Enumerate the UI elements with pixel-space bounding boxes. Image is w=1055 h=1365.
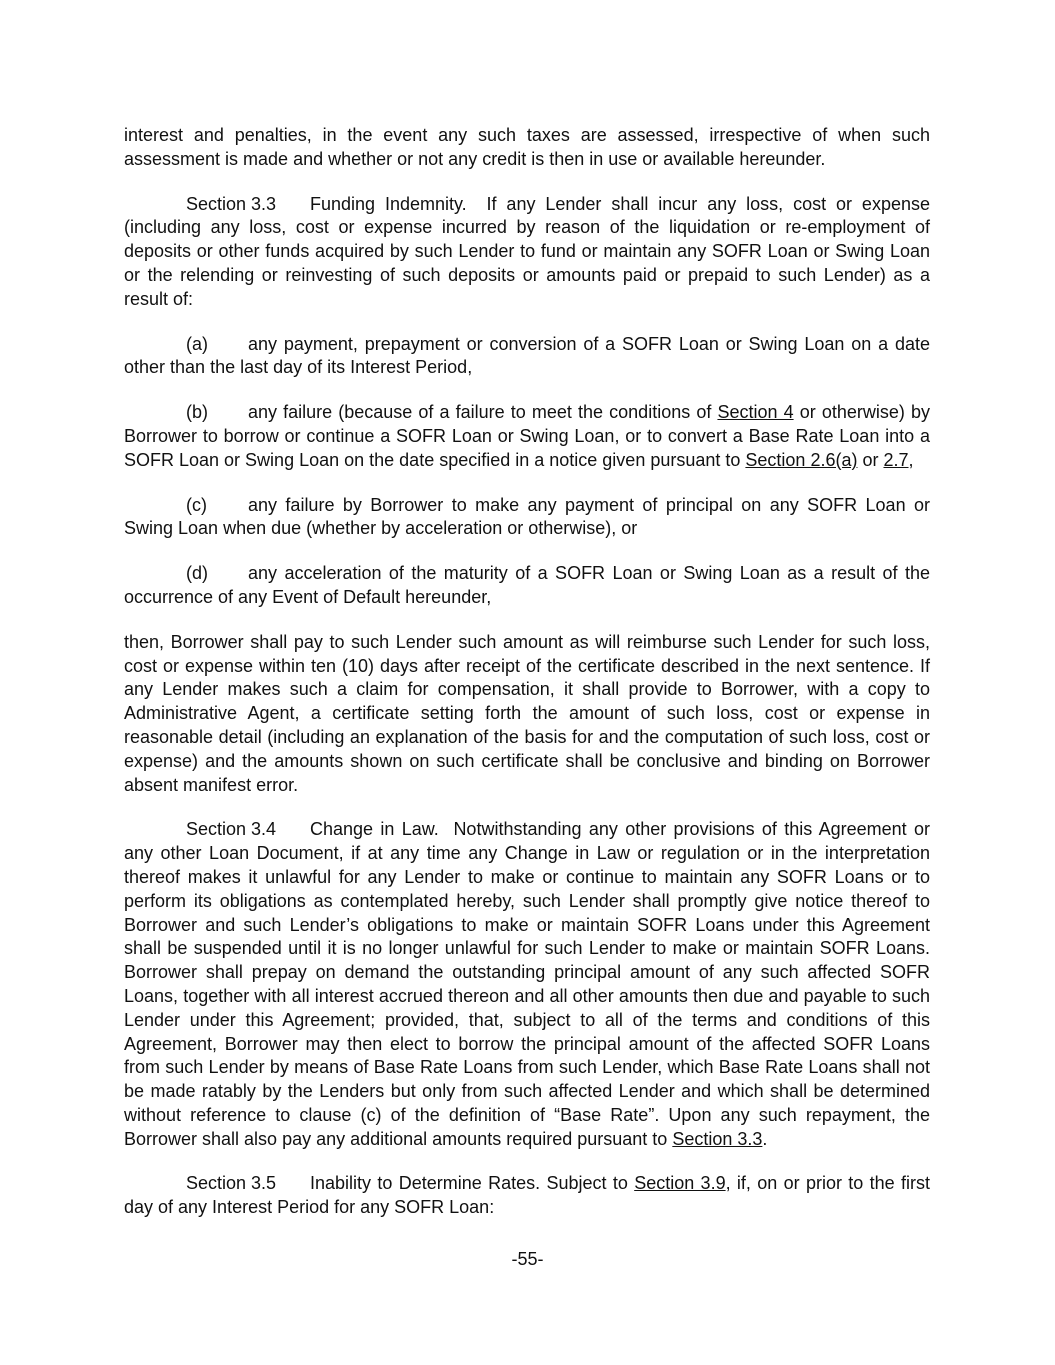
list-item-a: [124, 333, 930, 381]
section-title: Funding Indemnity.: [310, 193, 467, 214]
list-item-label: (a): [186, 333, 208, 354]
section-text: If any Lender shall incur any loss, cost or expense (including any loss, cost or expense incurred by reason of the liquidation or re-employment of deposits or other funds acquired by such Lender to fund or maintain any SOFR Loan or Swing Loan or the relending or reinvesting of such deposits or amounts paid or prepaid to such Lender) as a result of:: [124, 193, 930, 309]
cross-reference-link[interactable]: Section 4: [717, 402, 794, 423]
cross-reference-link[interactable]: Section 3.3: [672, 1128, 763, 1149]
page-body: [124, 124, 930, 1220]
list-item-label: (b): [186, 402, 208, 423]
list-item-label: (d): [186, 563, 208, 584]
continued-paragraph: interest and penalties, in the event any such taxes are assessed, irrespective of when such assessment is made and whether or not any credit is then in use or available hereunder.: [124, 125, 930, 169]
list-item-text: or otherwise) by Borrower to borrow or continue a SOFR Loan or Swing Loan, or to convert a Base Rate Loan into a SOFR Loan or Swing Loan on the date specified in a notice given pursuant to: [124, 402, 930, 470]
section-text: , if, on or prior to the first day of any Interest Period for any SOFR Loan:: [124, 1173, 931, 1218]
section-text-end: .: [762, 1128, 768, 1149]
section-text: Subject to: [546, 1173, 635, 1194]
section-3-4: [124, 818, 930, 1151]
list-item-text: any payment, prepayment or conversion of a SOFR Loan or Swing Loan on a date other than the last day of its Interest Period,: [124, 333, 930, 378]
list-item-text: or: [857, 449, 884, 470]
section-title: Change in Law.: [310, 819, 439, 840]
page-number: -55-: [511, 1249, 544, 1269]
list-item-d: [124, 562, 930, 610]
list-item-text: any failure (because of a failure to meet the conditions of: [248, 402, 718, 423]
section-3-3: [124, 193, 930, 312]
section-title: Inability to Determine Rates.: [310, 1173, 541, 1194]
cross-reference-link[interactable]: 2.7: [883, 449, 909, 470]
section-text: Notwithstanding any other provisions of this Agreement or any other Loan Document, if at any time any Change in Law or regulation or in the interpretation thereof makes it unlawful for any Lender to make or continue to maintain any SOFR Loans or to perform its obligations as contemplated hereby, such Lender shall promptly give notice thereof to Borrower and such Lender’s obligations to make or maintain SOFR Loans under this Agreement shall be suspended until it is no longer unlawful for such Lender to make or maintain SOFR Loans. Borrower shall prepay on demand the outstanding principal amount of any such affected SOFR Loans, together with all interest accrued thereon and all other amounts then due and payable to such Lender under this Agreement; provided, that, subject to all of the terms and conditions of this Agreement, Borrower may then elect to borrow the principal amount of the affected SOFR Loans from such Lender by means of Base Rate Loans from such Lender, which Base Rate Loans shall not be made ratably by the Lenders but only from such affected Lender and which shall be determined without reference to clause (c) of the definition of “Base Rate”. Upon any such repayment, the Borrower shall also pay any additional amounts required pursuant to: [124, 819, 931, 1149]
section-number: Section 3.3: [186, 193, 277, 214]
list-item-text: ,: [908, 449, 914, 470]
section-number: Section 3.4: [186, 819, 277, 840]
cross-reference-link[interactable]: Section 2.6(a): [745, 449, 858, 470]
list-item-label: (c): [186, 494, 207, 515]
list-item-text: any acceleration of the maturity of a SOFR Loan or Swing Loan as a result of the occurrence of any Event of Default hereunder,: [124, 563, 930, 607]
list-item-b: [124, 401, 930, 472]
list-item-c: [124, 494, 930, 542]
list-item-text: any failure by Borrower to make any payment of principal on any SOFR Loan or Swing Loan when due (whether by acceleration or otherwise), or: [124, 494, 930, 539]
section-3-5: [124, 1172, 930, 1220]
section-number: Section 3.5: [186, 1173, 277, 1194]
then-paragraph: then, Borrower shall pay to such Lender such amount as will reimburse such Lender for such loss, cost or expense within ten (10) days after receipt of the certificate described in the next sentence. If any Lender makes such a claim for compensation, it shall provide to Borrower, with a copy to Administrative Agent, a certificate setting forth the amount of such loss, cost or expense in reasonable detail (including an explanation of the basis for and the computation of such loss, cost or expense) and the amounts shown on such certificate shall be conclusive and binding on Borrower absent manifest error.: [124, 631, 930, 795]
cross-reference-link[interactable]: Section 3.9: [634, 1173, 726, 1194]
